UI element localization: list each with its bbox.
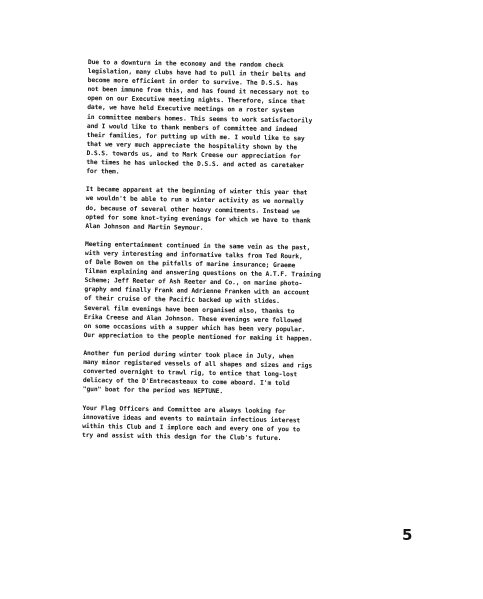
text-line: their families, for putting up with me. I would like to say	[86, 131, 305, 143]
text-line: Erika Creese and Alan Johnson. These evenings were followed	[83, 313, 302, 325]
text-line: do, because of several other heavy commitments. Instead we	[85, 204, 300, 215]
text-line: of Dale Bowen on the pitfalls of marine insurance; Graeme	[84, 259, 296, 270]
text-line: we wouldn't be able to run a winter activity as we normally	[85, 195, 304, 206]
text-line: date, we have held Executive meetings on a roster system	[87, 104, 294, 115]
text-line: opted for some knot-tying evenings for which we have to thank	[85, 213, 311, 225]
text-line: and I would like to thank members of committee and indeed	[86, 122, 298, 133]
text-line: delicacy of the D'Entrecasteaux to come aboard. I'm told	[82, 377, 290, 388]
text-line: on some occasions with a supper which has been very popular.	[83, 322, 306, 334]
text-line: that we very much appreciate the hospitality shown by the	[86, 140, 298, 152]
report-body	[82, 58, 398, 454]
page-number: 5	[402, 526, 413, 544]
text-line: try and assist with this design for the Club's future.	[82, 431, 282, 442]
text-line: Our appreciation to the people mentioned for making it happen.	[83, 331, 313, 343]
text-line: in committee members homes. This seems to work satisfactorily	[87, 113, 313, 125]
text-line: Alan Johnson and Martin Seymour.	[85, 222, 204, 232]
text-line: innovative ideas and events to maintain infectious interest	[82, 413, 301, 425]
text-line: many minor registered vessels of all shapes and sizes and rigs	[83, 359, 313, 370]
text-line: legislation, many clubs have had to pull in their belts and	[87, 68, 306, 79]
text-line: It became apparent at the beginning of winter this year that	[85, 186, 308, 197]
text-line: Due to a downturn in the economy and the random check	[87, 58, 284, 70]
text-line: Meeting entertainment continued in the same vein as the past,	[85, 240, 311, 252]
text-line: not been immune from this, and has found it necessary not to	[87, 86, 309, 97]
text-line: open on our Executive meeting nights. Therefore, since that	[87, 95, 306, 106]
text-line: with very interesting and informative talks from Ted Rourk,	[84, 249, 303, 261]
text-line: the times he has unlocked the D.S.S. and acted as caretaker	[86, 159, 305, 170]
text-line: Several film evenings have been organised also, thanks to	[84, 304, 295, 315]
text-line: for them.	[86, 168, 120, 176]
paragraph-closing	[82, 404, 393, 445]
text-line: become more efficient in order to survive. The D.S.S. has	[87, 77, 299, 88]
text-line: Tilman explaining and answering questions on the A.T.F. Training	[84, 268, 321, 279]
paragraph-meetings-roster	[86, 58, 398, 181]
text-line: D.S.S. towards us, and to Mark Creese our appreciation for	[86, 149, 301, 161]
text-line: Scheme; Jeff Reeter of Ash Reeter and Co., on marine photo-	[84, 277, 303, 288]
text-line: within this Club and I implore each and every one of you to	[82, 422, 301, 434]
text-line: converted overnight to trawl rig, to entice that long-lost	[83, 368, 298, 379]
paragraph-winter-activity	[85, 185, 396, 235]
paragraph-winter-fun	[83, 349, 394, 399]
text-line: of their cruise of the Pacific backed up with slides.	[84, 295, 280, 306]
text-line: "gun" boat for the period was NEPTUNE.	[82, 386, 224, 396]
text-line: graphy and finally Frank and Adrienne Franken with an account	[84, 286, 310, 297]
text-line: Your Flag Officers and Committee are always looking for	[82, 404, 286, 415]
paragraph-meeting-entertainment	[84, 240, 396, 345]
text-line: Another fun period during winter took place in July, when	[83, 349, 294, 361]
